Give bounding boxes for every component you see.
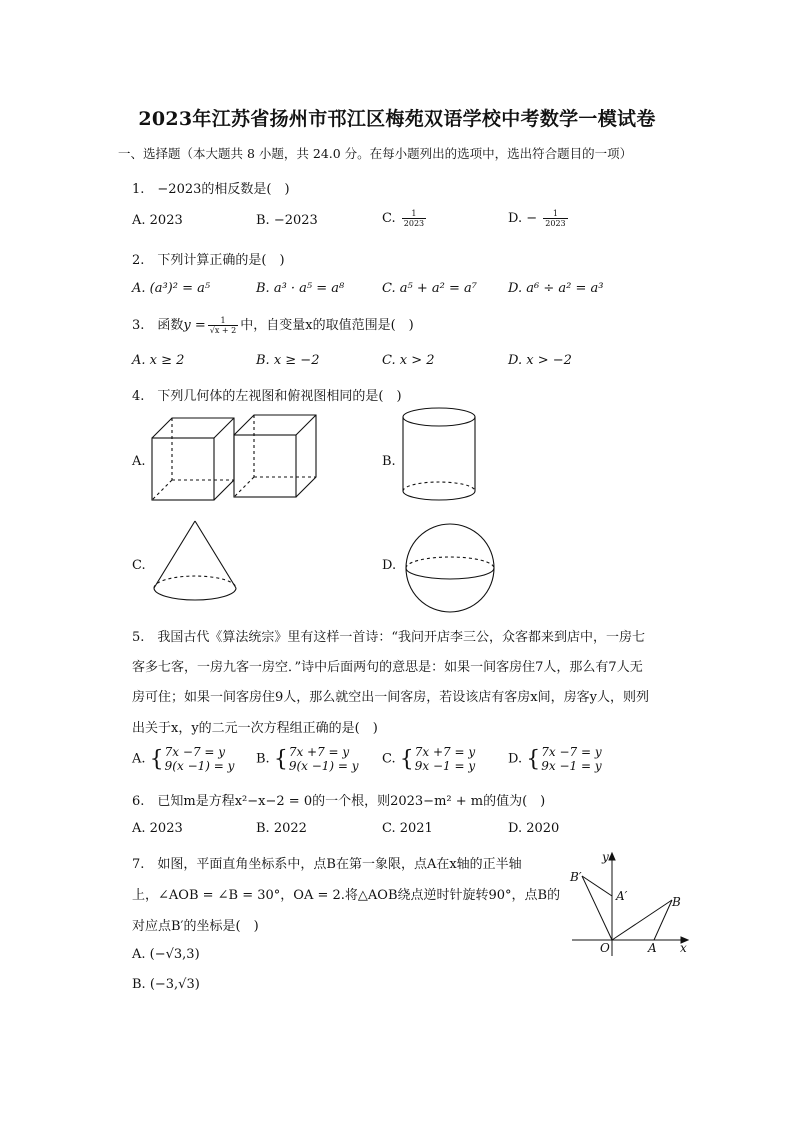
point-a-prime-label: A′ — [616, 889, 628, 903]
frac-numerator: 1 — [543, 209, 567, 219]
q5-option-c — [382, 745, 475, 773]
q6-option-a: A. 2023 — [132, 821, 183, 836]
question-5-line-4: 出关于x，y的二元一次方程组正确的是( ) — [132, 721, 378, 736]
question-4-stem: 4. 下列几何体的左视图和俯视图相同的是( ) — [132, 389, 402, 404]
question-7-line-2: 上，∠AOB = ∠B = 30°，OA = 2.将△AOB绕点逆时针旋转90°，点B的 — [132, 888, 561, 903]
q5-option-a-system — [165, 745, 235, 773]
equation-2: 9(x −1) = y — [164, 759, 235, 773]
q1-option-a: A. 2023 — [132, 213, 183, 228]
equation-1: 7x −7 = y — [164, 745, 226, 759]
q6-option-b: B. 2022 — [256, 821, 307, 836]
q3-option-d: D. x > −2 — [508, 353, 572, 368]
q5-option-d — [508, 745, 602, 773]
q7-option-a: A. (−√3,3) — [132, 947, 200, 962]
origin-label: O — [600, 941, 610, 955]
point-b-label: B — [672, 895, 681, 909]
brace-glyph: { — [526, 746, 541, 772]
point-b-prime-label: B′ — [570, 870, 582, 884]
q5-option-d-system — [541, 745, 601, 773]
y-axis-arrow — [609, 853, 615, 860]
question-5-line-2: 客多七客，一房九客一房空．”诗中后面两句的意思是：如果一间客房住7人，那么有7人无 — [132, 660, 643, 675]
cone-figure — [150, 518, 240, 613]
point-a-label: A — [648, 941, 657, 955]
frac-denominator: 2023 — [545, 219, 566, 228]
question-5-line-1: 5. 我国古代《算法统宗》里有这样一首诗：“我问开店李三公，众客都来到店中，一房七 — [132, 630, 646, 645]
q3-option-c: C. x > 2 — [382, 353, 435, 368]
question-7-line-3: 对应点B′的坐标是( ) — [132, 919, 259, 934]
question-6-stem: 6. 已知m是方程x²−x−2 = 0的一个根，则2023−m² + m的值为( ) — [132, 794, 546, 809]
question-2-stem: 2. 下列计算正确的是( ) — [132, 253, 285, 268]
q3-option-b: B. x ≥ −2 — [256, 353, 320, 368]
q5-option-d-label: D. — [508, 751, 523, 767]
question-7-line-1: 7. 如图，平面直角坐标系中，点B在第一象限，点A在x轴的正半轴 — [132, 857, 522, 872]
q2-option-b: B. a³ · a⁵ = a⁸ — [256, 281, 345, 296]
sphere-figure — [404, 522, 496, 614]
q3-fraction — [208, 316, 239, 335]
q4-option-a-label: A. — [132, 454, 146, 469]
frac-denominator: √x + 2 — [209, 326, 237, 335]
equation-2: 9x −1 = y — [414, 759, 476, 773]
equation-1: 7x −7 = y — [541, 745, 602, 759]
q6-option-c: C. 2021 — [382, 821, 433, 836]
question-1-stem: 1. −2023的相反数是( ) — [132, 182, 290, 197]
frac-numerator: 1 — [208, 316, 239, 326]
q7-option-b: B. (−3,√3) — [132, 977, 200, 992]
frac-numerator: 1 — [402, 209, 426, 219]
q5-option-b — [256, 745, 359, 773]
q3-stem-y: y = — [183, 318, 206, 333]
q5-option-c-system — [415, 745, 475, 773]
q6-option-d: D. 2020 — [508, 821, 560, 836]
section-heading: 一、选择题（本大题共 8 小题，共 24.0 分。在每小题列出的选项中，选出符合题目的一项） — [118, 146, 633, 161]
q1-option-b: B. −2023 — [256, 213, 318, 228]
q4-option-b-label: B. — [382, 454, 396, 469]
rotation-coordinate-figure — [568, 848, 694, 960]
question-5-line-3: 房可住；如果一间客房住9人，那么就空出一间客房，若设该店有客房x间，房客y人，则列 — [132, 690, 649, 705]
brace-glyph: { — [399, 746, 414, 772]
equation-2: 9x −1 = y — [541, 759, 602, 773]
equation-1: 7x +7 = y — [414, 745, 476, 759]
brace-glyph: { — [273, 746, 288, 772]
question-3-stem — [132, 314, 414, 335]
q3-stem-pre: 3. 函数 — [132, 318, 184, 333]
cylinder-figure — [398, 405, 480, 505]
q1-option-d-fraction — [543, 209, 567, 228]
q3-option-a: A. x ≥ 2 — [132, 353, 185, 368]
q5-option-b-label: B. — [256, 751, 270, 767]
q2-option-d: D. a⁶ ÷ a² = a³ — [508, 281, 604, 296]
q1-option-d-label: D. − — [508, 211, 538, 226]
q5-option-b-system — [289, 745, 359, 773]
equation-2: 9(x −1) = y — [288, 759, 359, 773]
page-title: 2023年江苏省扬州市邗江区梅苑双语学校中考数学一模试卷 — [138, 108, 656, 130]
brace-glyph: { — [149, 746, 164, 772]
q1-option-d — [508, 209, 570, 228]
q1-option-c — [382, 209, 428, 228]
two-cubes-figure — [150, 410, 320, 505]
x-axis-label: x — [680, 941, 687, 955]
q1-option-c-fraction — [402, 209, 426, 228]
q1-option-c-label: C. — [382, 211, 396, 226]
frac-denominator: 2023 — [403, 219, 425, 228]
q2-option-c: C. a⁵ + a² = a⁷ — [382, 281, 477, 296]
q5-option-a-label: A. — [132, 751, 146, 767]
q2-option-a: A. (a³)² = a⁵ — [132, 281, 211, 296]
q3-stem-post: 中，自变量x的取值范围是( ) — [240, 318, 414, 333]
equation-1: 7x +7 = y — [288, 745, 350, 759]
q4-option-d-label: D. — [382, 558, 397, 573]
q5-option-c-label: C. — [382, 751, 396, 767]
q5-option-a — [132, 745, 234, 773]
q4-option-c-label: C. — [132, 558, 146, 573]
y-axis-label: y — [602, 850, 609, 864]
